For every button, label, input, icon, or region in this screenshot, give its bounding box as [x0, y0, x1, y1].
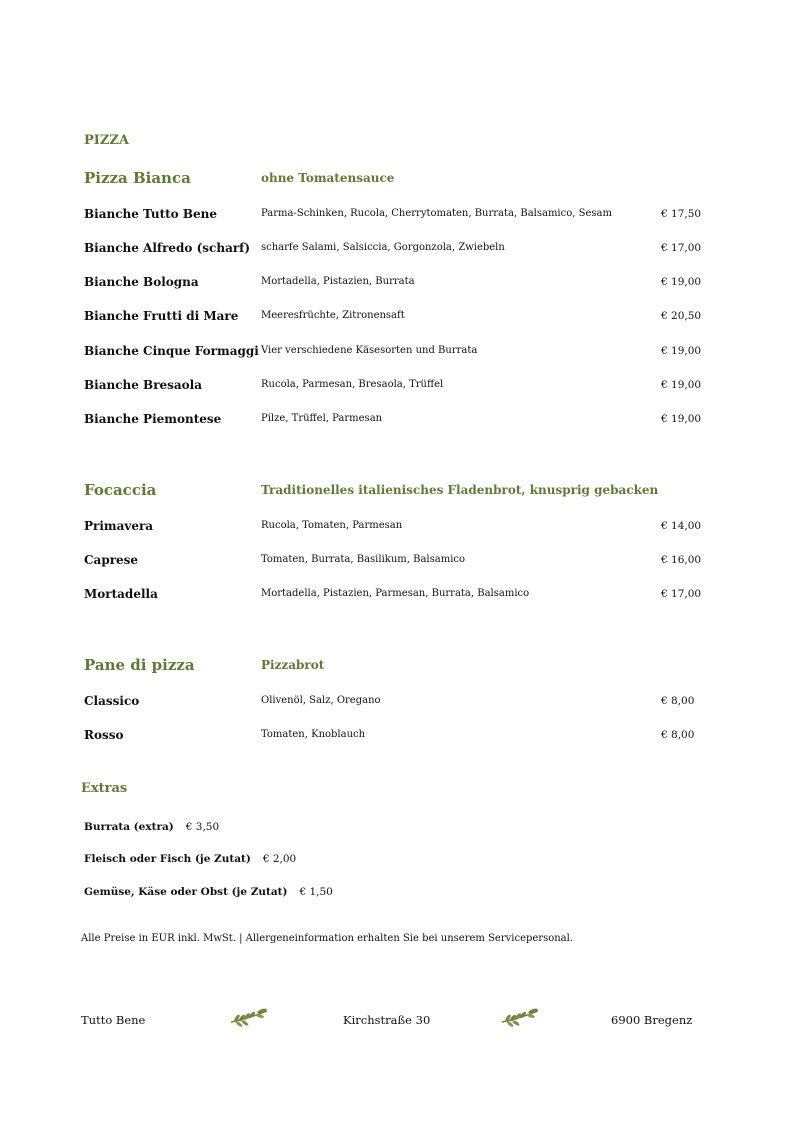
item-description: Parma-Schinken, Rucola, Cherrytomaten, Burrata, Balsamico, Sesam	[261, 208, 612, 219]
item-description: Rucola, Tomaten, Parmesan	[261, 520, 403, 531]
item-name: Bianche Cinque Formaggi	[84, 344, 259, 358]
item-description: Tomaten, Knoblauch	[261, 729, 366, 740]
footer-city: 6900 Bregenz	[611, 1013, 693, 1027]
group-title-focaccia: Focaccia	[84, 481, 157, 499]
item-description: Vier verschiedene Käsesorten und Burrata	[261, 345, 478, 356]
extra-row	[84, 821, 219, 833]
item-name: Bianche Frutti di Mare	[84, 309, 239, 323]
item-price: € 19,00	[661, 379, 702, 391]
item-name: Bianche Bresaola	[84, 378, 203, 392]
extra-price: € 3,50	[185, 821, 220, 833]
extra-price: € 1,50	[299, 886, 333, 898]
item-description: Mortadella, Pistazien, Burrata	[261, 276, 415, 287]
item-description: scharfe Salami, Salsiccia, Gorgonzola, Zwiebeln	[261, 242, 505, 253]
item-name: Rosso	[84, 728, 124, 742]
item-name: Mortadella	[84, 587, 158, 601]
item-price: € 20,50	[661, 310, 702, 322]
extra-name: Fleisch oder Fisch (je Zutat)	[84, 853, 251, 865]
item-price: € 19,00	[661, 345, 702, 357]
item-name: Bianche Bologna	[84, 275, 199, 289]
section-label: PIZZA	[84, 133, 129, 148]
item-price: € 8,00	[661, 729, 695, 741]
footer-street: Kirchstraße 30	[343, 1013, 431, 1027]
footer-restaurant-name: Tutto Bene	[81, 1013, 146, 1027]
extra-name: Burrata (extra)	[84, 821, 174, 833]
item-description: Pilze, Trüffel, Parmesan	[261, 413, 383, 424]
item-price: € 19,00	[661, 276, 702, 288]
item-price: € 8,00	[661, 695, 695, 707]
group-title-pane-di-pizza: Pane di pizza	[84, 656, 195, 674]
extras-title: Extras	[81, 781, 128, 796]
item-name: Classico	[84, 694, 140, 708]
item-description: Tomaten, Burrata, Basilikum, Balsamico	[261, 554, 466, 565]
olive-branch-icon	[229, 1006, 269, 1028]
group-subtitle-pizza-bianca: ohne Tomatensauce	[261, 171, 395, 185]
extra-price: € 2,00	[262, 853, 297, 865]
item-name: Bianche Piemontese	[84, 412, 222, 426]
extra-name: Gemüse, Käse oder Obst (je Zutat)	[84, 886, 288, 898]
item-name: Bianche Tutto Bene	[84, 207, 218, 221]
item-description: Rucola, Parmesan, Bresaola, Trüffel	[261, 379, 444, 390]
item-description: Mortadella, Pistazien, Parmesan, Burrata, Balsamico	[261, 588, 530, 599]
item-description: Meeresfrüchte, Zitronensaft	[261, 310, 405, 321]
group-subtitle-focaccia: Traditionelles italienisches Fladenbrot, knusprig gebacken	[261, 483, 659, 497]
group-title-pizza-bianca: Pizza Bianca	[84, 169, 191, 187]
item-name: Caprese	[84, 553, 139, 567]
item-price: € 19,00	[661, 413, 702, 425]
item-price: € 14,00	[661, 520, 702, 532]
item-price: € 17,00	[661, 242, 702, 254]
group-subtitle-pane-di-pizza: Pizzabrot	[261, 658, 325, 672]
olive-branch-icon	[500, 1006, 540, 1028]
extra-row	[84, 853, 296, 865]
price-allergen-note: Alle Preise in EUR inkl. MwSt. | Allergeneinformation erhalten Sie bei unserem Servicepersonal.	[81, 933, 574, 944]
item-price: € 17,00	[661, 588, 702, 600]
item-name: Bianche Alfredo (scharf)	[84, 241, 251, 255]
item-description: Olivenöl, Salz, Oregano	[261, 695, 381, 706]
item-price: € 16,00	[661, 554, 702, 566]
item-price: € 17,50	[661, 208, 702, 220]
extra-row	[84, 886, 333, 898]
item-name: Primavera	[84, 519, 154, 533]
